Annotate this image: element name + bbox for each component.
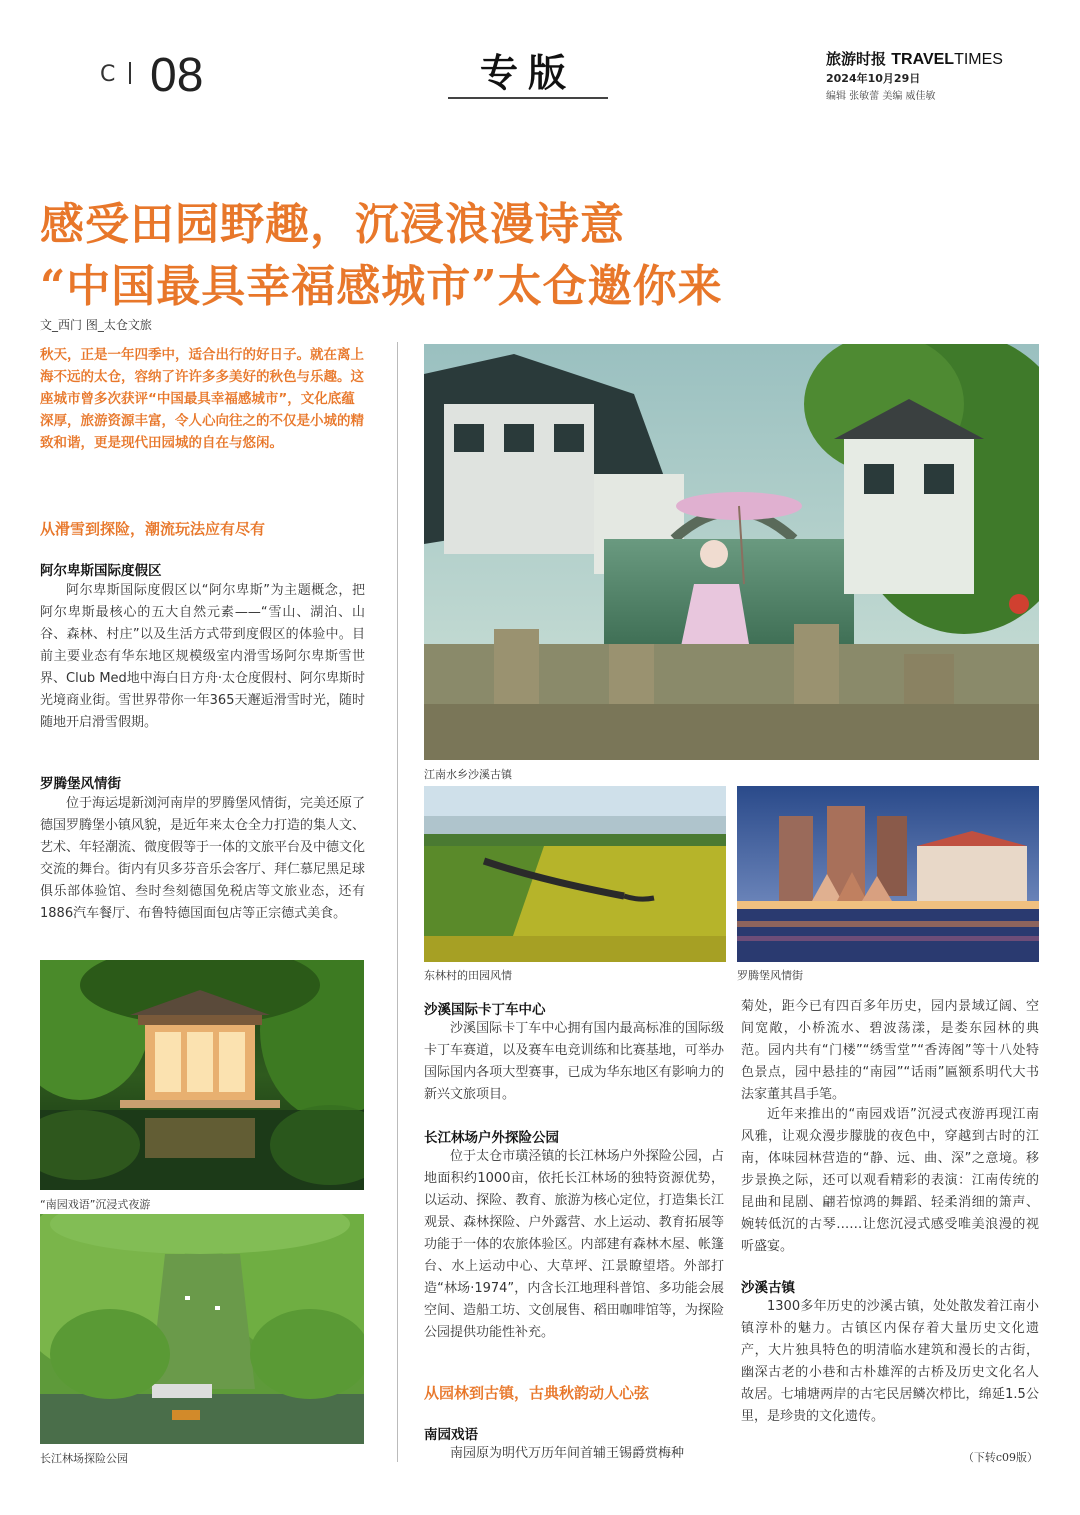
- nanyuan-title: 南园戏语: [424, 1427, 478, 1443]
- headline-line-1: 感受田园野趣，沉浸浪漫诗意: [40, 199, 625, 250]
- headline-line-2: “中国最具幸福感城市”太仓邀你来: [40, 261, 723, 312]
- forest-park-photo: [40, 1214, 364, 1444]
- section2-subhead: 从园林到古镇，古典秋韵动人心弦: [424, 1384, 650, 1402]
- main-photo-caption: 江南水乡沙溪古镇: [424, 768, 512, 781]
- section-title: 专版: [479, 50, 576, 95]
- karting-title: 沙溪国际卡丁车中心: [424, 1002, 546, 1018]
- rothenburg-photo: [737, 786, 1039, 962]
- rothenburg-title: 罗腾堡风情街: [40, 776, 121, 792]
- newspaper-brand: [826, 48, 1003, 69]
- brand-en-bold: TRAVEL: [891, 51, 955, 68]
- page-number: 08: [150, 49, 204, 102]
- shaxi-title: 沙溪古镇: [741, 1280, 795, 1296]
- brand-cn: 旅游时报: [826, 50, 887, 68]
- nanyuan-body-start: 南园原为明代万历年间首辅王锡爵赏梅种: [450, 1446, 685, 1461]
- shaxi-body: 1300多年历史的沙溪古镇，处处散发着江南小镇淳朴的魅力。古镇区内保存着大量历史文化遗产，大片独具特色的明清临水建筑和漫长的古街，幽深古老的小巷和古朴雄浑的古桥及历史文化名人故居。七埔塘两岸的古宅民居鳞次栉比，绵延1.5公里，是珍贵的文化遗传。: [741, 1299, 1039, 1424]
- field-caption: 东林村的田园风情: [424, 969, 512, 982]
- alps-body: 阿尔卑斯国际度假区以“阿尔卑斯”为主题概念，把阿尔卑斯最核心的五大自然元素——“雪山、湖泊、山谷、森林、村庄”以及生活方式带到度假区的体验中。目前主要业态有华东地区规模级室内滑雪场阿尔卑斯雪世界、Club Med地中海白日方舟·太仓度假村、阿尔卑斯时光境商业街。雪世界带你一年365天邂逅滑雪时光，随时随地开启滑雪假期。: [40, 583, 365, 730]
- rothenburg-caption: 罗腾堡风情街: [737, 969, 803, 982]
- section1-subhead: 从滑雪到探险，潮流玩法应有尽有: [40, 520, 266, 538]
- forest-park-title: 长江林场户外探险公园: [424, 1130, 559, 1146]
- column-divider: [397, 342, 398, 1462]
- alps-title: 阿尔卑斯国际度假区: [40, 563, 162, 579]
- editors-credit: 编辑 张敏蕾 美编 威佳敏: [826, 91, 936, 102]
- field-photo: [424, 786, 726, 962]
- section-code: C: [100, 62, 131, 87]
- nanyuan-body-p2: 近年来推出的“南园戏语”沉浸式夜游再现江南风雅，让观众漫步朦胧的夜色中，穿越到古时的江南，体味园林营造的“静、远、曲、深”之意境。移步景换之际，还可以观看精彩的表演：江南传统的昆曲和昆剧、翩若惊鸿的舞蹈、轻柔消细的箫声、婉转低沉的古琴……让您沉浸式感受唯美浪漫的视听盛宴。: [741, 1107, 1039, 1254]
- issue-date: 2024年10月29日: [826, 72, 921, 85]
- byline: 文_西门 图_太仓文旅: [40, 318, 152, 332]
- forest-caption: 长江林场探险公园: [40, 1452, 128, 1465]
- karting-body: 沙溪国际卡丁车中心拥有国内最高标准的国际级卡丁车赛道，以及赛车电竞训练和比赛基地，可举办国际国内各项大型赛事，已成为华东地区有影响力的新兴文旅项目。: [424, 1021, 724, 1102]
- section-title-underline: [448, 97, 608, 99]
- brand-en-light: TIMES: [954, 51, 1003, 68]
- continued-note: （下转c09版）: [962, 1451, 1038, 1464]
- intro-paragraph: 秋天，正是一年四季中，适合出行的好日子。就在离上海不远的太仓，容纳了许许多多美好的秋色与乐趣。这座城市曾多次获评“中国最具幸福感城市”，文化底蕴深厚，旅游资源丰富，令人心向往之的不仅是小城的精致和谐，更是现代田园城的自在与悠闲。: [40, 347, 364, 451]
- pavilion-night-photo: [40, 960, 364, 1190]
- shaxi-main-photo: [424, 344, 1039, 760]
- pavilion-caption: “南园戏语”沉浸式夜游: [40, 1198, 151, 1211]
- rothenburg-body: 位于海运堤新浏河南岸的罗腾堡风情街，完美还原了德国罗腾堡小镇风貌，是近年来太仓全力打造的集人文、艺术、年轻潮流、微度假等于一体的文旅平台及中德文化交流的舞台。街内有贝多芬音乐会客厅、拜仁慕尼黑足球俱乐部体验馆、叁时叁刻德国免税店等文旅业态，还有1886汽车餐厅、布鲁特德国面包店等正宗德式美食。: [40, 796, 366, 921]
- forest-park-body: 位于太仓市璜泾镇的长江林场户外探险公园，占地面积约1000亩，依托长江林场的独特资源优势，以运动、探险、教育、旅游为核心定位，打造集长江观景、森林探险、户外露营、水上运动、教育拓展等功能于一体的农旅体验区。内部建有森林木屋、帐篷台、水上运动中心、大草坪、江景瞭望塔。外部打造“林场·1974”，内含长江地理科普馆、多功能会展空间、造船工坊、文创展售、稻田咖啡馆等，为探险公园提供功能性补充。: [424, 1149, 724, 1340]
- nanyuan-body-cont: 菊处，距今已有四百多年历史，园内景域辽阔、空间宽敞，小桥流水、碧波荡漾，是娄东园林的典范。园内共有“门楼”“绣雪堂”“香涛阁”等十八处特色景点，园中悬挂的“南园”“话雨”匾额系明代大书法家董其昌手笔。: [741, 999, 1039, 1102]
